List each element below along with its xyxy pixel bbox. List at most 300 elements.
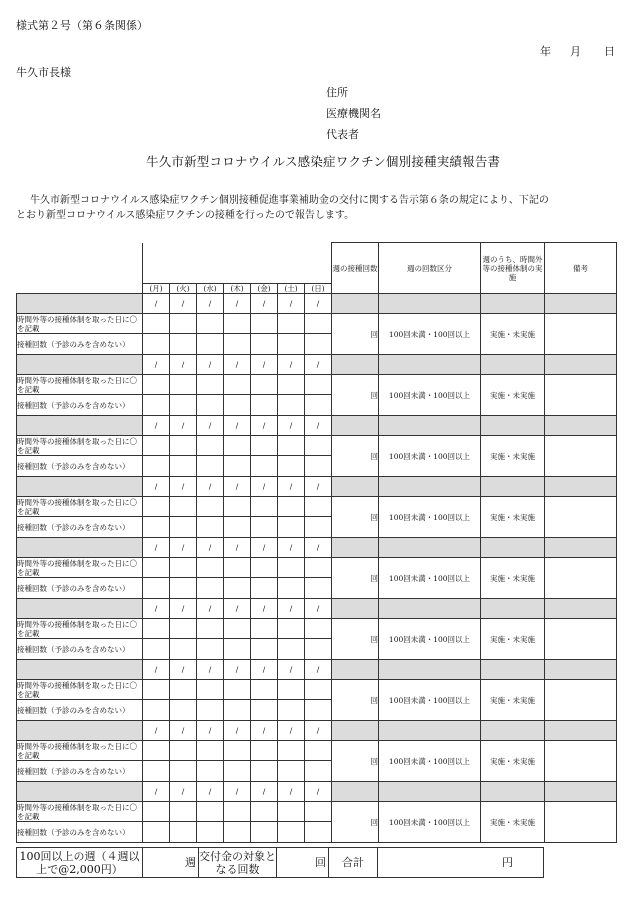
count-cell[interactable]: [143, 822, 170, 843]
after-hours-status-field[interactable]: 実施・未実施: [481, 314, 545, 355]
after-hours-cell[interactable]: [170, 375, 197, 395]
count-cell[interactable]: [143, 578, 170, 599]
after-hours-status-field[interactable]: 実施・未実施: [481, 375, 545, 416]
date-cell[interactable]: /: [224, 355, 251, 375]
date-cell[interactable]: /: [278, 477, 305, 497]
after-hours-cell[interactable]: [305, 436, 332, 456]
after-hours-cell[interactable]: [305, 558, 332, 578]
count-category-field[interactable]: 100回未満・100回以上: [379, 558, 481, 599]
after-hours-status-field[interactable]: 実施・未実施: [481, 619, 545, 660]
after-hours-cell[interactable]: [197, 497, 224, 517]
gray-cell: [545, 599, 617, 619]
count-cell[interactable]: [143, 395, 170, 416]
date-cell[interactable]: /: [305, 477, 332, 497]
date-cell[interactable]: /: [197, 477, 224, 497]
date-cell[interactable]: /: [143, 660, 170, 680]
count-cell[interactable]: [197, 761, 224, 782]
after-hours-cell[interactable]: [251, 314, 278, 334]
count-category-field[interactable]: 100回未満・100回以上: [379, 436, 481, 477]
count-cell[interactable]: [305, 700, 332, 721]
after-hours-cell[interactable]: [143, 375, 170, 395]
count-cell[interactable]: [197, 456, 224, 477]
week-label-blank: [17, 782, 143, 802]
after-hours-label: 時間外等の接種体制を取った日に〇を記載: [17, 375, 143, 395]
week-after-hours-row: [17, 436, 617, 456]
count-cell[interactable]: [305, 822, 332, 843]
week-date-row: [17, 660, 617, 680]
applicant-address-label: 住所: [326, 86, 348, 99]
count-cell[interactable]: [197, 639, 224, 660]
after-hours-cell[interactable]: [224, 436, 251, 456]
notes-field[interactable]: [545, 741, 617, 782]
after-hours-cell[interactable]: [251, 375, 278, 395]
count-cell[interactable]: [251, 578, 278, 599]
date-cell[interactable]: /: [305, 294, 332, 314]
date-cell[interactable]: /: [305, 355, 332, 375]
after-hours-cell[interactable]: [251, 619, 278, 639]
date-year: 年: [540, 45, 551, 58]
header-after-hours: 週のうち、時間外等の接種体制の実施: [481, 243, 545, 294]
count-cell[interactable]: [197, 700, 224, 721]
after-hours-cell[interactable]: [170, 802, 197, 822]
count-category-field[interactable]: 100回未満・100回以上: [379, 375, 481, 416]
after-hours-cell[interactable]: [251, 558, 278, 578]
after-hours-cell[interactable]: [143, 497, 170, 517]
date-cell[interactable]: /: [197, 355, 224, 375]
date-cell[interactable]: /: [143, 477, 170, 497]
after-hours-cell[interactable]: [251, 436, 278, 456]
gray-cell: [332, 538, 379, 558]
count-cell[interactable]: [305, 334, 332, 355]
date-cell[interactable]: /: [197, 538, 224, 558]
after-hours-cell[interactable]: [197, 619, 224, 639]
count-cell[interactable]: [170, 578, 197, 599]
header-notes: 備考: [545, 243, 617, 294]
gray-cell: [332, 355, 379, 375]
gray-cell: [545, 721, 617, 741]
gray-cell: [379, 660, 481, 680]
after-hours-cell[interactable]: [197, 680, 224, 700]
after-hours-cell[interactable]: [224, 802, 251, 822]
date-cell[interactable]: /: [305, 416, 332, 436]
after-hours-cell[interactable]: [278, 619, 305, 639]
date-cell[interactable]: /: [143, 538, 170, 558]
count-category-field[interactable]: 100回未満・100回以上: [379, 314, 481, 355]
count-cell[interactable]: [170, 517, 197, 538]
date-cell[interactable]: /: [170, 416, 197, 436]
date-cell[interactable]: /: [143, 721, 170, 741]
week-after-hours-row: [17, 497, 617, 517]
count-cell[interactable]: [170, 334, 197, 355]
date-cell[interactable]: /: [143, 416, 170, 436]
after-hours-cell[interactable]: [305, 802, 332, 822]
count-cell[interactable]: [305, 761, 332, 782]
gray-cell: [379, 538, 481, 558]
count-cell[interactable]: [278, 395, 305, 416]
after-hours-cell[interactable]: [143, 314, 170, 334]
after-hours-cell[interactable]: [170, 558, 197, 578]
after-hours-cell[interactable]: [143, 680, 170, 700]
after-hours-cell[interactable]: [251, 741, 278, 761]
count-cell[interactable]: [224, 700, 251, 721]
after-hours-cell[interactable]: [305, 680, 332, 700]
notes-field[interactable]: [545, 558, 617, 599]
date-cell[interactable]: /: [197, 599, 224, 619]
date-cell[interactable]: /: [251, 355, 278, 375]
count-cell[interactable]: [143, 517, 170, 538]
date-cell[interactable]: /: [305, 599, 332, 619]
count-cell[interactable]: [278, 334, 305, 355]
date-cell[interactable]: /: [143, 782, 170, 802]
after-hours-cell[interactable]: [278, 741, 305, 761]
count-category-field[interactable]: 100回未満・100回以上: [379, 680, 481, 721]
date-cell[interactable]: /: [224, 660, 251, 680]
week-after-hours-row: [17, 802, 617, 822]
date-cell[interactable]: /: [305, 721, 332, 741]
gray-cell: [545, 660, 617, 680]
count-cell[interactable]: [224, 456, 251, 477]
after-hours-cell[interactable]: [224, 375, 251, 395]
count-category-field[interactable]: 100回未満・100回以上: [379, 802, 481, 843]
gray-cell: [481, 599, 545, 619]
count-cell[interactable]: [224, 578, 251, 599]
week-label-blank: [17, 660, 143, 680]
weekly-count-field[interactable]: 回: [332, 802, 379, 843]
count-cell[interactable]: [305, 517, 332, 538]
count-cell[interactable]: [197, 822, 224, 843]
count-label: 接種回数（予診のみを含めない）: [17, 517, 143, 538]
gray-cell: [481, 416, 545, 436]
after-hours-label: 時間外等の接種体制を取った日に〇を記載: [17, 314, 143, 334]
after-hours-cell[interactable]: [224, 741, 251, 761]
day-thu: (木): [224, 284, 251, 294]
gray-cell: [545, 294, 617, 314]
date-cell[interactable]: /: [197, 416, 224, 436]
count-cell[interactable]: [197, 395, 224, 416]
count-category-field[interactable]: 100回未満・100回以上: [379, 497, 481, 538]
summary-weeks-label: 100回以上の週（４週以上で@2,000円）: [17, 848, 143, 878]
date-cell[interactable]: /: [224, 782, 251, 802]
count-cell[interactable]: [143, 639, 170, 660]
after-hours-cell[interactable]: [170, 497, 197, 517]
weekly-count-field[interactable]: 回: [332, 497, 379, 538]
day-tue: (火): [170, 284, 197, 294]
date-cell[interactable]: /: [170, 355, 197, 375]
count-cell[interactable]: [224, 639, 251, 660]
date-cell[interactable]: /: [224, 416, 251, 436]
gray-cell: [332, 477, 379, 497]
gray-cell: [481, 355, 545, 375]
form-number: 様式第２号（第６条関係）: [16, 19, 148, 32]
date-cell[interactable]: /: [224, 477, 251, 497]
after-hours-cell[interactable]: [305, 375, 332, 395]
date-cell[interactable]: /: [197, 660, 224, 680]
after-hours-cell[interactable]: [305, 741, 332, 761]
count-label: 接種回数（予診のみを含めない）: [17, 700, 143, 721]
count-cell[interactable]: [224, 334, 251, 355]
date-cell[interactable]: /: [170, 538, 197, 558]
gray-cell: [481, 294, 545, 314]
summary-weeks-field[interactable]: 週: [143, 848, 199, 878]
day-sat: (土): [278, 284, 305, 294]
count-cell[interactable]: [224, 395, 251, 416]
week-after-hours-row: [17, 375, 617, 395]
count-cell[interactable]: [170, 456, 197, 477]
weekly-count-field[interactable]: 回: [332, 680, 379, 721]
date-cell[interactable]: /: [197, 721, 224, 741]
week-label-blank: [17, 599, 143, 619]
after-hours-cell[interactable]: [197, 802, 224, 822]
date-cell[interactable]: /: [224, 294, 251, 314]
count-cell[interactable]: [278, 700, 305, 721]
after-hours-cell[interactable]: [170, 314, 197, 334]
date-cell[interactable]: /: [224, 721, 251, 741]
after-hours-cell[interactable]: [143, 436, 170, 456]
count-cell[interactable]: [224, 517, 251, 538]
after-hours-cell[interactable]: [278, 497, 305, 517]
count-cell[interactable]: [305, 456, 332, 477]
after-hours-cell[interactable]: [197, 314, 224, 334]
after-hours-status-field[interactable]: 実施・未実施: [481, 436, 545, 477]
weekly-count-field[interactable]: 回: [332, 375, 379, 416]
after-hours-cell[interactable]: [170, 619, 197, 639]
notes-field[interactable]: [545, 802, 617, 843]
weekly-count-field[interactable]: 回: [332, 558, 379, 599]
after-hours-cell[interactable]: [305, 314, 332, 334]
after-hours-label: 時間外等の接種体制を取った日に〇を記載: [17, 680, 143, 700]
summary-total-label: 合計: [329, 848, 378, 878]
count-cell[interactable]: [278, 639, 305, 660]
count-category-field[interactable]: 100回未満・100回以上: [379, 619, 481, 660]
count-cell[interactable]: [197, 578, 224, 599]
after-hours-cell[interactable]: [143, 741, 170, 761]
after-hours-cell[interactable]: [278, 375, 305, 395]
date-cell[interactable]: /: [224, 599, 251, 619]
after-hours-cell[interactable]: [251, 802, 278, 822]
after-hours-cell[interactable]: [143, 619, 170, 639]
day-wed: (水): [197, 284, 224, 294]
count-category-field[interactable]: 100回未満・100回以上: [379, 741, 481, 782]
count-cell[interactable]: [305, 578, 332, 599]
date-cell[interactable]: /: [251, 782, 278, 802]
date-cell[interactable]: /: [278, 294, 305, 314]
date-cell[interactable]: /: [170, 660, 197, 680]
count-cell[interactable]: [170, 700, 197, 721]
gray-cell: [379, 294, 481, 314]
gray-cell: [379, 782, 481, 802]
date-cell[interactable]: /: [305, 538, 332, 558]
weekly-count-field[interactable]: 回: [332, 436, 379, 477]
gray-cell: [481, 721, 545, 741]
count-cell[interactable]: [278, 761, 305, 782]
after-hours-cell[interactable]: [170, 680, 197, 700]
date-cell[interactable]: /: [251, 416, 278, 436]
date-cell[interactable]: /: [305, 660, 332, 680]
notes-field[interactable]: [545, 619, 617, 660]
count-cell[interactable]: [251, 761, 278, 782]
after-hours-cell[interactable]: [278, 680, 305, 700]
date-cell[interactable]: /: [251, 294, 278, 314]
count-cell[interactable]: [305, 639, 332, 660]
count-cell[interactable]: [251, 395, 278, 416]
after-hours-cell[interactable]: [170, 436, 197, 456]
date-cell[interactable]: /: [305, 782, 332, 802]
notes-field[interactable]: [545, 497, 617, 538]
gray-cell: [481, 477, 545, 497]
count-cell[interactable]: [143, 700, 170, 721]
gray-cell: [332, 782, 379, 802]
count-cell[interactable]: [197, 517, 224, 538]
week-date-row: [17, 294, 617, 314]
count-cell[interactable]: [170, 761, 197, 782]
count-cell[interactable]: [170, 395, 197, 416]
after-hours-cell[interactable]: [278, 558, 305, 578]
after-hours-cell[interactable]: [143, 802, 170, 822]
after-hours-cell[interactable]: [278, 436, 305, 456]
after-hours-label: 時間外等の接種体制を取った日に〇を記載: [17, 497, 143, 517]
date-day: 日: [604, 45, 615, 58]
summary-target-field[interactable]: 回: [277, 848, 329, 878]
after-hours-status-field[interactable]: 実施・未実施: [481, 741, 545, 782]
after-hours-cell[interactable]: [305, 619, 332, 639]
week-after-hours-row: [17, 314, 617, 334]
after-hours-label: 時間外等の接種体制を取った日に〇を記載: [17, 741, 143, 761]
date-cell[interactable]: /: [170, 721, 197, 741]
body-text-line2: とおり新型コロナウイルス感染症ワクチンの接種を行ったので報告します。: [16, 210, 355, 221]
count-cell[interactable]: [305, 395, 332, 416]
after-hours-status-field[interactable]: 実施・未実施: [481, 802, 545, 843]
after-hours-cell[interactable]: [224, 619, 251, 639]
week-date-row: [17, 599, 617, 619]
after-hours-cell[interactable]: [278, 802, 305, 822]
date-cell[interactable]: /: [278, 721, 305, 741]
date-cell[interactable]: /: [251, 660, 278, 680]
date-cell[interactable]: /: [251, 599, 278, 619]
date-cell[interactable]: /: [197, 782, 224, 802]
gray-cell: [481, 538, 545, 558]
week-date-row: [17, 355, 617, 375]
count-cell[interactable]: [278, 517, 305, 538]
after-hours-cell[interactable]: [197, 741, 224, 761]
count-cell[interactable]: [278, 822, 305, 843]
gray-cell: [379, 477, 481, 497]
weekly-count-field[interactable]: 回: [332, 619, 379, 660]
header-blank: [17, 243, 143, 284]
count-cell[interactable]: [278, 456, 305, 477]
week-date-row: [17, 416, 617, 436]
notes-field[interactable]: [545, 314, 617, 355]
date-cell[interactable]: /: [278, 599, 305, 619]
notes-field[interactable]: [545, 680, 617, 721]
date-cell[interactable]: /: [278, 782, 305, 802]
after-hours-cell[interactable]: [305, 497, 332, 517]
after-hours-cell[interactable]: [251, 497, 278, 517]
date-cell[interactable]: /: [170, 599, 197, 619]
date-cell[interactable]: /: [251, 477, 278, 497]
weekly-count-field[interactable]: 回: [332, 314, 379, 355]
gray-cell: [545, 355, 617, 375]
weekly-report-table: [16, 242, 617, 843]
date-cell[interactable]: /: [278, 355, 305, 375]
count-cell[interactable]: [143, 456, 170, 477]
week-label-blank: [17, 721, 143, 741]
count-cell[interactable]: [143, 334, 170, 355]
date-cell[interactable]: /: [170, 294, 197, 314]
count-cell[interactable]: [197, 334, 224, 355]
count-cell[interactable]: [170, 639, 197, 660]
date-cell[interactable]: /: [170, 782, 197, 802]
count-cell[interactable]: [143, 761, 170, 782]
count-cell[interactable]: [278, 578, 305, 599]
count-label: 接種回数（予診のみを含めない）: [17, 395, 143, 416]
count-cell[interactable]: [224, 761, 251, 782]
date-cell[interactable]: /: [278, 538, 305, 558]
header-weekly-count: 週の接種回数: [332, 243, 379, 294]
weekly-count-field[interactable]: 回: [332, 741, 379, 782]
count-label: 接種回数（予診のみを含めない）: [17, 822, 143, 843]
applicant-representative-label: 代表者: [326, 128, 359, 141]
after-hours-cell[interactable]: [251, 680, 278, 700]
week-date-row: [17, 782, 617, 802]
after-hours-status-field[interactable]: 実施・未実施: [481, 558, 545, 599]
after-hours-label: 時間外等の接種体制を取った日に〇を記載: [17, 436, 143, 456]
date-cell[interactable]: /: [170, 477, 197, 497]
date-cell[interactable]: /: [278, 416, 305, 436]
count-label: 接種回数（予診のみを含めない）: [17, 334, 143, 355]
count-label: 接種回数（予診のみを含めない）: [17, 456, 143, 477]
date-cell[interactable]: /: [251, 538, 278, 558]
summary-total-field[interactable]: 円: [378, 848, 544, 878]
gray-cell: [379, 355, 481, 375]
count-cell[interactable]: [251, 822, 278, 843]
after-hours-cell[interactable]: [224, 558, 251, 578]
gray-cell: [332, 599, 379, 619]
count-cell[interactable]: [251, 639, 278, 660]
after-hours-cell[interactable]: [224, 314, 251, 334]
count-label: 接種回数（予診のみを含めない）: [17, 761, 143, 782]
date-cell[interactable]: /: [143, 599, 170, 619]
after-hours-status-field[interactable]: 実施・未実施: [481, 680, 545, 721]
count-cell[interactable]: [251, 700, 278, 721]
after-hours-status-field[interactable]: 実施・未実施: [481, 497, 545, 538]
week-after-hours-row: [17, 619, 617, 639]
count-cell[interactable]: [251, 334, 278, 355]
after-hours-cell[interactable]: [224, 680, 251, 700]
date-cell[interactable]: /: [143, 355, 170, 375]
after-hours-cell[interactable]: [197, 436, 224, 456]
after-hours-cell[interactable]: [224, 497, 251, 517]
date-cell[interactable]: /: [143, 294, 170, 314]
after-hours-cell[interactable]: [278, 314, 305, 334]
after-hours-cell[interactable]: [197, 558, 224, 578]
day-sun: (日): [305, 284, 332, 294]
after-hours-cell[interactable]: [197, 375, 224, 395]
date-cell[interactable]: /: [224, 538, 251, 558]
count-cell[interactable]: [251, 456, 278, 477]
date-cell[interactable]: /: [278, 660, 305, 680]
date-cell[interactable]: /: [197, 294, 224, 314]
count-cell[interactable]: [224, 822, 251, 843]
week-label-blank: [17, 477, 143, 497]
count-cell[interactable]: [251, 517, 278, 538]
week-date-row: [17, 721, 617, 741]
count-cell[interactable]: [170, 822, 197, 843]
after-hours-cell[interactable]: [170, 741, 197, 761]
notes-field[interactable]: [545, 375, 617, 416]
notes-field[interactable]: [545, 436, 617, 477]
after-hours-cell[interactable]: [143, 558, 170, 578]
date-cell[interactable]: /: [251, 721, 278, 741]
